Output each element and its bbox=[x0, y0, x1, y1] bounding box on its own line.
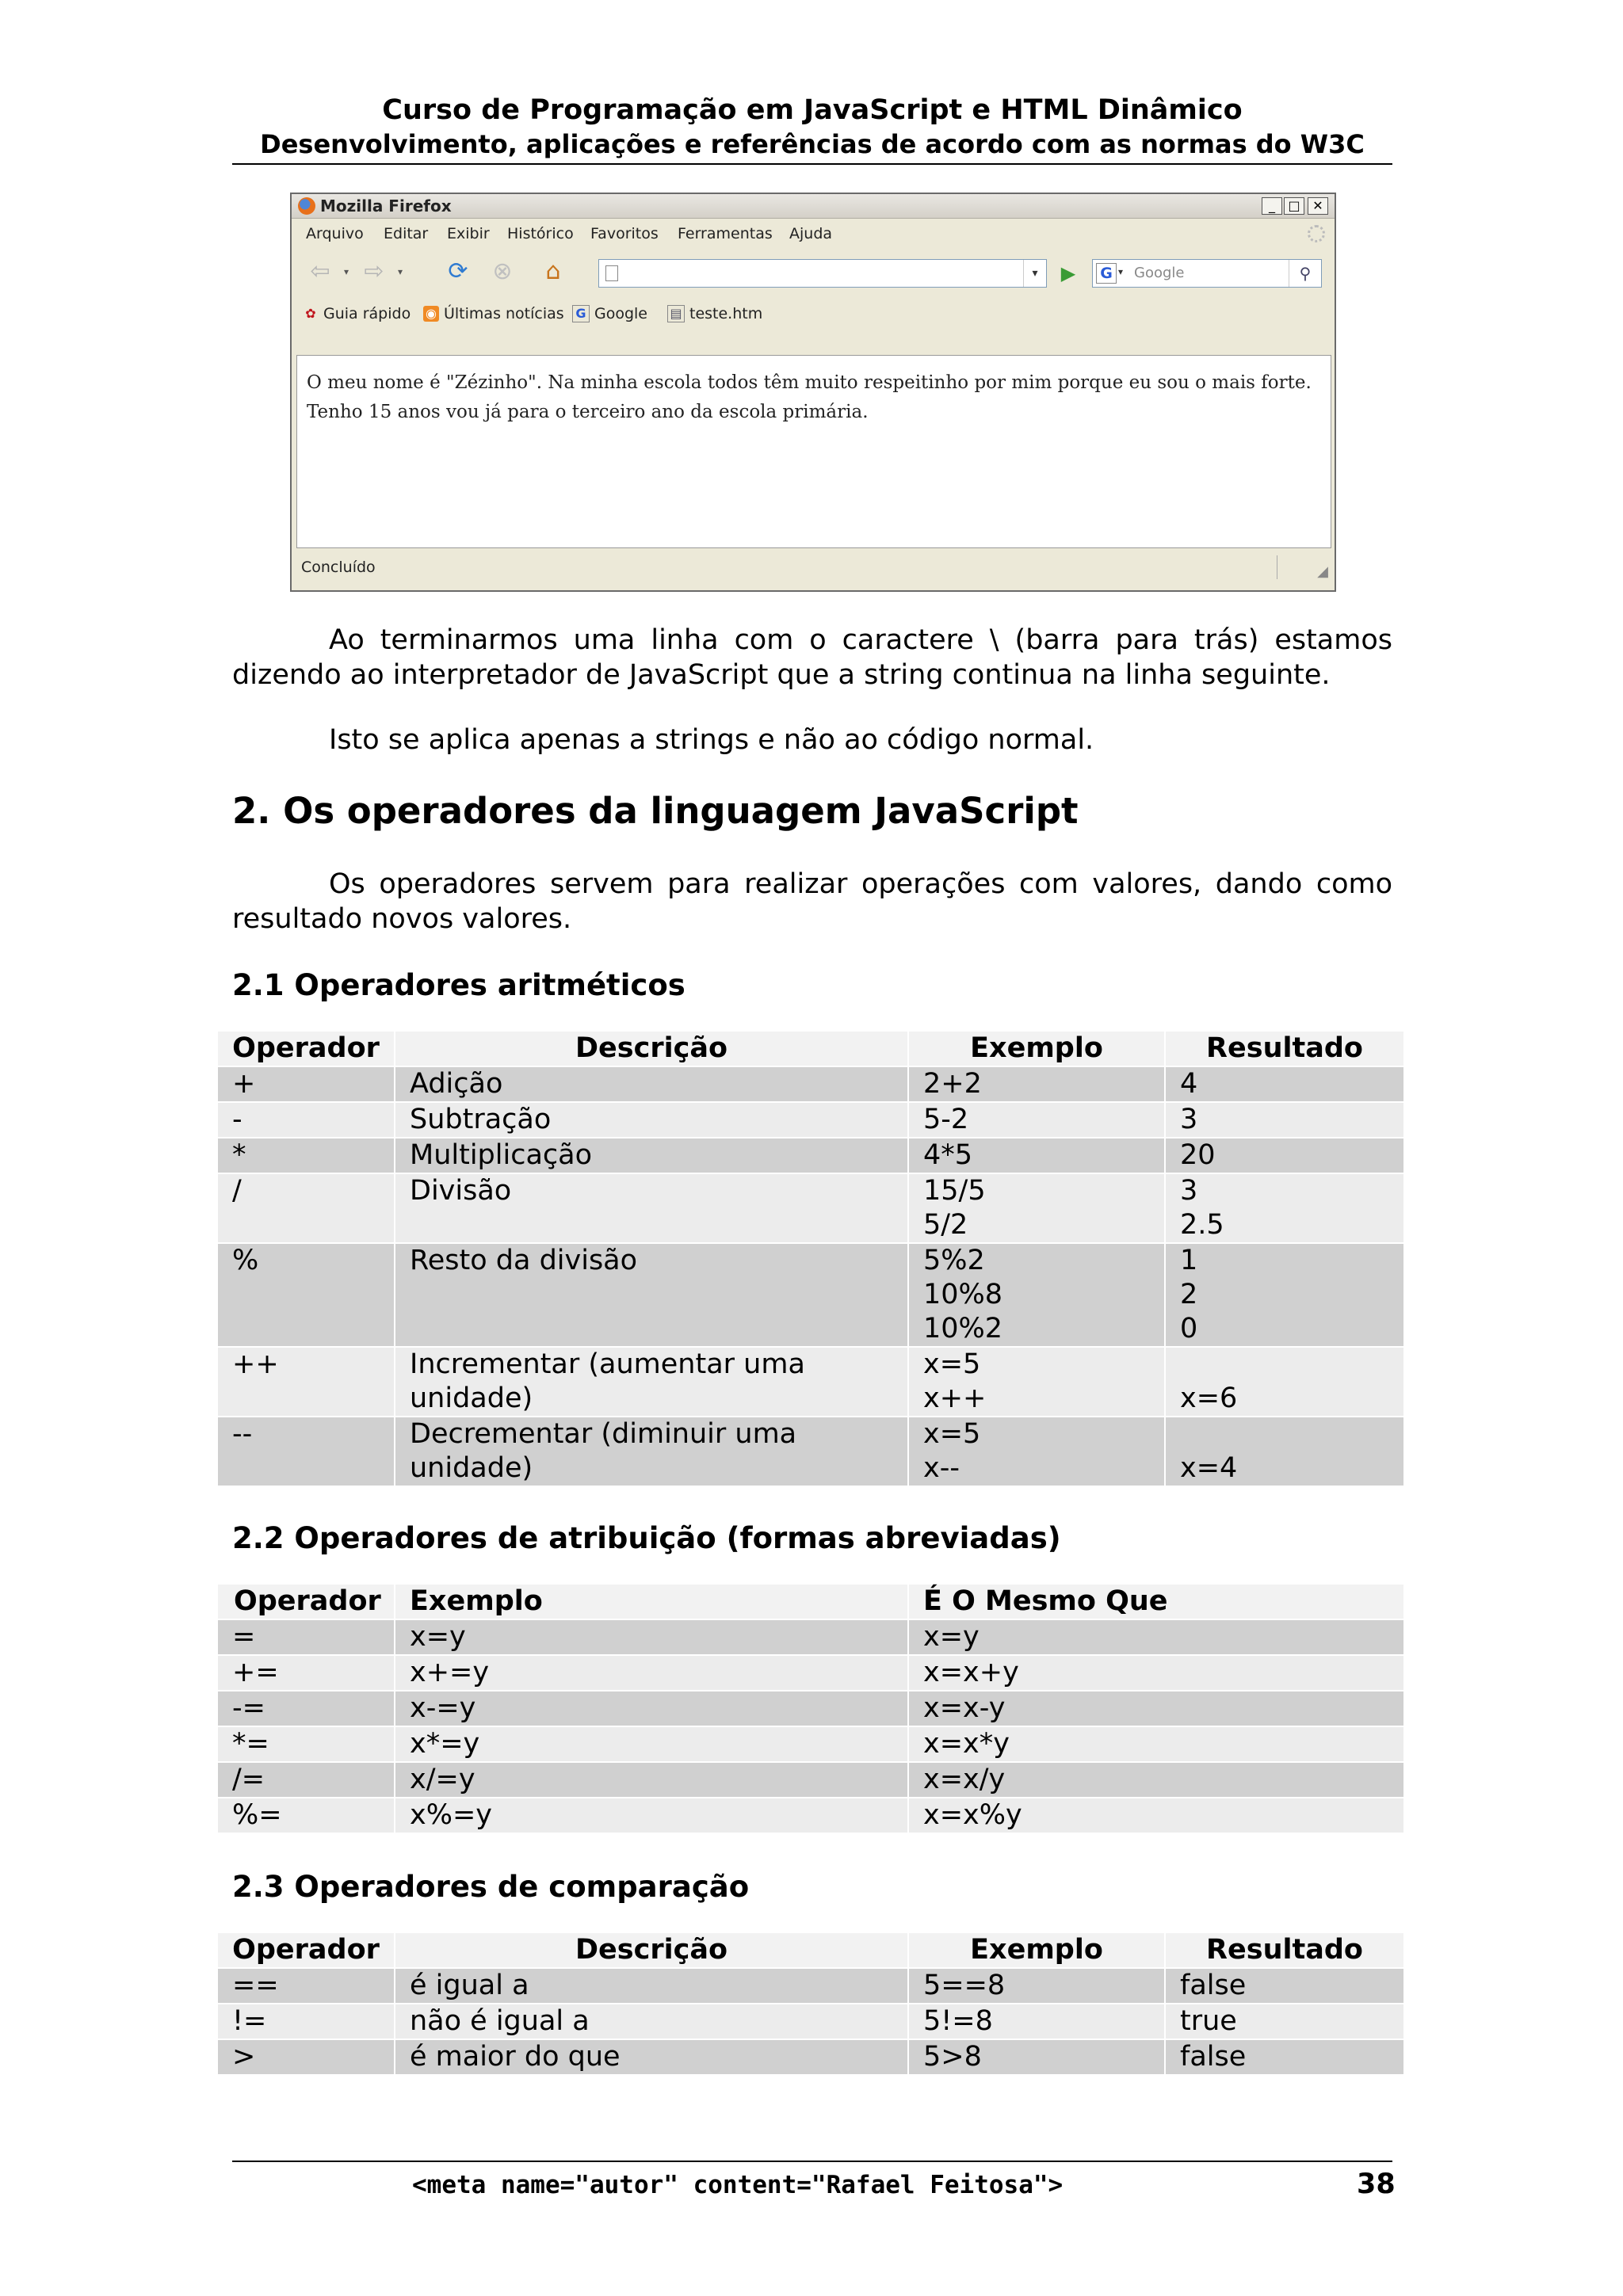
menu-ferramentas[interactable]: Ferramentas bbox=[678, 225, 773, 242]
search-icon[interactable]: ⚲ bbox=[1289, 260, 1321, 287]
stop-icon[interactable]: ⊗ bbox=[492, 257, 513, 285]
cell-descricao: Resto da divisão bbox=[395, 1243, 908, 1347]
page-content-text: O meu nome é "Zézinho". Na minha escola todos têm muito respeitinho por mim porque eu sou o mais forte. Tenho 15 anos vou já para o terceiro ano da escola primária. bbox=[307, 372, 1312, 422]
cell-operador: %= bbox=[217, 1798, 395, 1833]
bookmark-label: teste.htm bbox=[689, 305, 763, 322]
google-icon: G bbox=[572, 305, 590, 322]
cell-exemplo: x/=y bbox=[395, 1762, 908, 1798]
paragraph-operators: Os operadores servem para realizar operações com valores, dando como resultado novos valores. bbox=[232, 868, 1392, 935]
cell-descricao: Multiplicação bbox=[395, 1138, 908, 1173]
cell-mesmo-que: x=x+y bbox=[908, 1655, 1404, 1691]
table-row bbox=[217, 1173, 1404, 1243]
assign-table bbox=[216, 1583, 1405, 1834]
table-row bbox=[217, 1066, 1404, 1102]
cell-exemplo: x-=y bbox=[395, 1691, 908, 1726]
bookmark-google[interactable] bbox=[572, 305, 647, 322]
page-icon bbox=[605, 265, 618, 281]
col-header-exemplo: Exemplo bbox=[395, 1584, 908, 1619]
back-dropdown-icon[interactable]: ▾ bbox=[343, 266, 349, 277]
forward-dropdown-icon[interactable]: ▾ bbox=[397, 266, 403, 277]
bookmark-guia-rapido[interactable] bbox=[303, 305, 411, 322]
page-number: 38 bbox=[1357, 2168, 1396, 2200]
menu-exibir[interactable]: Exibir bbox=[447, 225, 490, 242]
cell-descricao: Adição bbox=[395, 1066, 908, 1102]
bookmark-ultimas-noticias[interactable] bbox=[423, 305, 564, 322]
bookmark-teste[interactable] bbox=[667, 305, 762, 322]
engine-dropdown-icon[interactable]: ▾ bbox=[1118, 266, 1124, 277]
cell-mesmo-que: x=y bbox=[908, 1619, 1404, 1655]
cell-descricao: é maior do que bbox=[395, 2039, 908, 2075]
header-subtitle: Desenvolvimento, aplicações e referências de acordo com as normas do W3C bbox=[260, 129, 1365, 159]
menu-favoritos[interactable]: Favoritos bbox=[590, 225, 659, 242]
col-header-resultado: Resultado bbox=[1165, 1932, 1404, 1968]
cell-mesmo-que: x=x%y bbox=[908, 1798, 1404, 1833]
bookmark-label: Guia rápido bbox=[323, 305, 411, 322]
browser-window-title: Mozilla Firefox bbox=[320, 196, 452, 215]
cell-mesmo-que: x=x*y bbox=[908, 1726, 1404, 1762]
cell-operador: + bbox=[217, 1066, 395, 1102]
table-row bbox=[217, 1968, 1404, 2004]
browser-titlebar bbox=[292, 194, 1335, 219]
col-header-mesmo-que: É O Mesmo Que bbox=[908, 1584, 1404, 1619]
cell-operador: += bbox=[217, 1655, 395, 1691]
cell-exemplo: 5%2 10%8 10%2 bbox=[908, 1243, 1165, 1347]
cell-resultado: true bbox=[1165, 2004, 1404, 2039]
footer-meta-code: <meta name="autor" content="Rafael Feitosa"> bbox=[412, 2171, 1064, 2199]
compare-table bbox=[216, 1932, 1405, 2076]
cell-operador: - bbox=[217, 1102, 395, 1138]
col-header-exemplo: Exemplo bbox=[908, 1932, 1165, 1968]
cell-exemplo: x+=y bbox=[395, 1655, 908, 1691]
resize-grip-icon[interactable]: ◢ bbox=[1317, 563, 1328, 580]
cell-operador: / bbox=[217, 1173, 395, 1243]
forward-arrow-icon[interactable]: ⇨ bbox=[364, 257, 384, 285]
col-header-descricao: Descrição bbox=[395, 1031, 908, 1066]
table-header-row bbox=[217, 1932, 1404, 1968]
menu-ajuda[interactable]: Ajuda bbox=[789, 225, 833, 242]
cell-operador: -= bbox=[217, 1691, 395, 1726]
cell-operador: * bbox=[217, 1138, 395, 1173]
header-title: Curso de Programação em JavaScript e HTML Dinâmico bbox=[382, 94, 1243, 126]
cell-operador: /= bbox=[217, 1762, 395, 1798]
cell-resultado: false bbox=[1165, 1968, 1404, 2004]
table-row bbox=[217, 1619, 1404, 1655]
cell-exemplo: x*=y bbox=[395, 1726, 908, 1762]
url-input[interactable] bbox=[598, 259, 1047, 288]
url-dropdown-icon[interactable]: ▾ bbox=[1023, 260, 1046, 287]
search-input[interactable] bbox=[1092, 259, 1322, 288]
cell-resultado: 4 bbox=[1165, 1066, 1404, 1102]
table-row bbox=[217, 1726, 1404, 1762]
col-header-operador: Operador bbox=[217, 1584, 395, 1619]
reload-icon[interactable]: ⟳ bbox=[448, 257, 468, 285]
cell-operador: % bbox=[217, 1243, 395, 1347]
cell-resultado: x=4 bbox=[1165, 1417, 1404, 1486]
subsection-assign-title: 2.2 Operadores de atribuição (formas abreviadas) bbox=[232, 1521, 1061, 1555]
col-header-operador: Operador bbox=[217, 1031, 395, 1066]
status-bar bbox=[296, 552, 1331, 584]
status-text: Concluído bbox=[301, 559, 376, 576]
bookmark-label: Google bbox=[594, 305, 648, 322]
menu-editar[interactable]: Editar bbox=[384, 225, 429, 242]
cell-mesmo-que: x=x/y bbox=[908, 1762, 1404, 1798]
col-header-exemplo: Exemplo bbox=[908, 1031, 1165, 1066]
footer-rule bbox=[232, 2161, 1392, 2162]
file-icon: ▤ bbox=[667, 305, 685, 322]
page-header bbox=[232, 92, 1392, 160]
google-icon[interactable]: G bbox=[1096, 263, 1117, 284]
back-arrow-icon[interactable]: ⇦ bbox=[310, 257, 330, 285]
table-row bbox=[217, 1798, 1404, 1833]
cell-exemplo: x%=y bbox=[395, 1798, 908, 1833]
cell-descricao: Decrementar (diminuir uma unidade) bbox=[395, 1417, 908, 1486]
menu-historico[interactable]: Histórico bbox=[507, 225, 574, 242]
home-icon[interactable]: ⌂ bbox=[545, 257, 561, 285]
table-header-row bbox=[217, 1031, 1404, 1066]
subsection-arith-title: 2.1 Operadores aritméticos bbox=[232, 968, 685, 1002]
paragraph-backslash: Ao terminarmos uma linha com o caractere \ (barra para trás) estamos dizendo ao interpretador de JavaScript que a string continua na linha seguinte. bbox=[232, 624, 1392, 691]
cell-operador: *= bbox=[217, 1726, 395, 1762]
cell-operador: -- bbox=[217, 1417, 395, 1486]
table-row bbox=[217, 1138, 1404, 1173]
cell-resultado: 3 bbox=[1165, 1102, 1404, 1138]
cell-mesmo-que: x=x-y bbox=[908, 1691, 1404, 1726]
cell-exemplo: 5>8 bbox=[908, 2039, 1165, 2075]
cell-operador: = bbox=[217, 1619, 395, 1655]
cell-descricao: Divisão bbox=[395, 1173, 908, 1243]
browser-navbar bbox=[292, 248, 1335, 296]
subsection-compare-title: 2.3 Operadores de comparação bbox=[232, 1870, 750, 1904]
cell-exemplo: 5==8 bbox=[908, 1968, 1165, 2004]
cell-operador: > bbox=[217, 2039, 395, 2075]
col-header-resultado: Resultado bbox=[1165, 1031, 1404, 1066]
go-icon[interactable]: ▶ bbox=[1060, 262, 1076, 284]
cell-resultado: 1 2 0 bbox=[1165, 1243, 1404, 1347]
browser-content bbox=[296, 355, 1331, 548]
cell-operador: ++ bbox=[217, 1347, 395, 1417]
cell-descricao: Incrementar (aumentar uma unidade) bbox=[395, 1347, 908, 1417]
cell-exemplo: x=5 x++ bbox=[908, 1347, 1165, 1417]
cell-exemplo: x=y bbox=[395, 1619, 908, 1655]
throbber-icon bbox=[1308, 225, 1325, 242]
table-header-row bbox=[217, 1584, 1404, 1619]
cell-descricao: é igual a bbox=[395, 1968, 908, 2004]
bookmarks-toolbar bbox=[292, 297, 1335, 329]
table-row bbox=[217, 1691, 1404, 1726]
table-row bbox=[217, 2039, 1404, 2075]
table-row bbox=[217, 1762, 1404, 1798]
cell-exemplo: 5!=8 bbox=[908, 2004, 1165, 2039]
cell-descricao: não é igual a bbox=[395, 2004, 908, 2039]
header-rule bbox=[232, 163, 1392, 165]
firefox-logo-icon bbox=[298, 197, 315, 215]
cell-exemplo: 4*5 bbox=[908, 1138, 1165, 1173]
cell-exemplo: 15/5 5/2 bbox=[908, 1173, 1165, 1243]
rss-icon: ◉ bbox=[423, 306, 439, 322]
col-header-operador: Operador bbox=[217, 1932, 395, 1968]
table-row bbox=[217, 1102, 1404, 1138]
maximize-icon[interactable]: □ bbox=[1284, 197, 1304, 215]
guia-icon: ✿ bbox=[305, 306, 316, 321]
table-row bbox=[217, 1243, 1404, 1347]
search-placeholder: Google bbox=[1134, 265, 1185, 281]
paragraph-strings: Isto se aplica apenas a strings e não ao código normal. bbox=[329, 724, 1094, 756]
cell-descricao: Subtração bbox=[395, 1102, 908, 1138]
cell-resultado: false bbox=[1165, 2039, 1404, 2075]
browser-menubar bbox=[292, 219, 1335, 247]
close-icon[interactable]: ✕ bbox=[1308, 197, 1328, 215]
cell-resultado: x=6 bbox=[1165, 1347, 1404, 1417]
table-row bbox=[217, 1347, 1404, 1417]
cell-exemplo: x=5 x-- bbox=[908, 1417, 1165, 1486]
cell-exemplo: 2+2 bbox=[908, 1066, 1165, 1102]
menu-arquivo[interactable]: Arquivo bbox=[306, 225, 364, 242]
table-row bbox=[217, 1417, 1404, 1486]
section-title: 2. Os operadores da linguagem JavaScript bbox=[232, 790, 1079, 832]
col-header-descricao: Descrição bbox=[395, 1932, 908, 1968]
status-panel bbox=[1277, 555, 1300, 579]
cell-resultado: 3 2.5 bbox=[1165, 1173, 1404, 1243]
cell-operador: != bbox=[217, 2004, 395, 2039]
arith-table bbox=[216, 1030, 1405, 1487]
cell-resultado: 20 bbox=[1165, 1138, 1404, 1173]
browser-screenshot bbox=[290, 193, 1336, 592]
minimize-icon[interactable]: _ bbox=[1262, 197, 1282, 215]
table-row bbox=[217, 2004, 1404, 2039]
cell-operador: == bbox=[217, 1968, 395, 2004]
cell-exemplo: 5-2 bbox=[908, 1102, 1165, 1138]
table-row bbox=[217, 1655, 1404, 1691]
bookmark-label: Últimas notícias bbox=[444, 305, 564, 322]
